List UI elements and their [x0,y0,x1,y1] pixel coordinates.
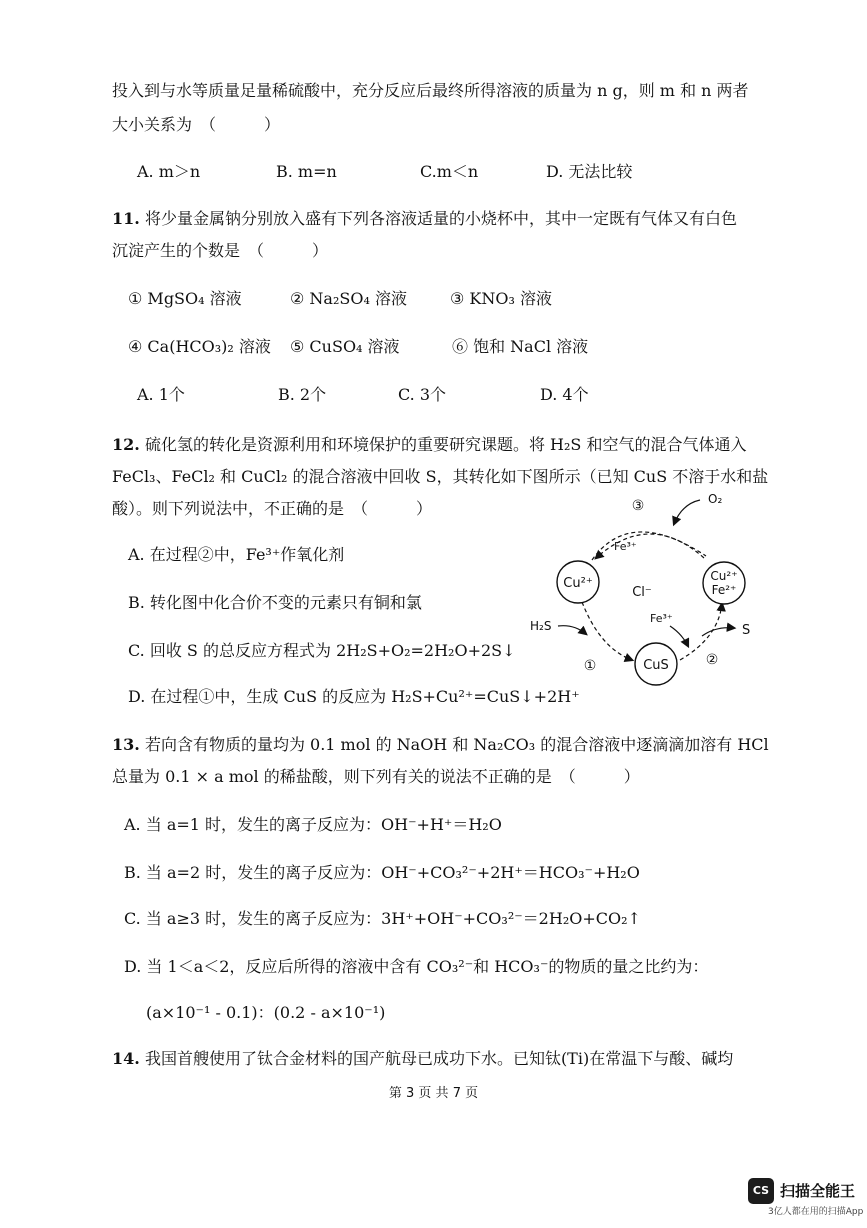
q11-line1 [112,208,737,230]
q12-text: 硫化氢的转化是资源利用和环境保护的重要研究课题。将 H₂S 和空气的混合气体通入 [144,435,747,454]
q11-text: 将少量金属钠分别放入盛有下列各溶液适量的小烧杯中，其中一定既有气体又有白色 [144,209,737,228]
node-cu2-label: Cu²⁺ [563,576,593,591]
s-label: S [742,623,751,638]
fe3-mid-arrow [670,626,688,646]
fe3-top-label: Fe³⁺ [614,540,637,553]
q11-option-d: D. 4个 [540,385,589,404]
q12-option-b: B. 转化图中化合价不变的元素只有铜和氯 [128,593,422,612]
page-footer: 第 3 页 共 7 页 [388,1086,479,1101]
cycle-arc-top [596,534,704,558]
q10-option-a: A. m＞n [137,162,201,181]
q12-line1 [112,434,746,456]
q12-option-c: C. 回收 S 的总反应方程式为 2H₂S+O₂=2H₂O+2S↓ [128,641,516,660]
h2s-arrow [558,626,586,634]
q11-solution-3: ③ KNO₃ 溶液 [450,289,553,308]
q13-option-c: C. 当 a≥3 时，发生的离子反应为：3H⁺+OH⁻+CO₃²⁻＝2H₂O+CO₂↑ [124,909,641,928]
q10-option-c: C.m＜n [420,162,479,181]
q12-option-d: D. 在过程①中，生成 CuS 的反应为 H₂S+Cu²⁺=CuS↓+2H⁺ [128,687,580,706]
q13-option-d: D. 当 1＜a＜2，反应后所得的溶液中含有 CO₃²⁻和 HCO₃⁻的物质的量之比约为： [124,957,709,976]
q11-solution-5: ⑤ CuSO₄ 溶液 [290,337,400,356]
q11-solution-1: ① MgSO₄ 溶液 [128,289,242,308]
q13-option-a: A. 当 a=1 时，发生的离子反应为：OH⁻+H⁺＝H₂O [124,815,502,834]
scanner-app-name: 扫描全能王 [780,1182,856,1200]
fe3-mid-label: Fe³⁺ [650,612,673,625]
q14-text: 我国首艘使用了钛合金材料的国产航母已成功下水。已知钛(Ti)在常温下与酸、碱均 [144,1049,734,1068]
q12-conversion-diagram [520,488,770,698]
q12-option-a: A. 在过程②中，Fe³⁺作氧化剂 [128,545,345,564]
q11-option-b: B. 2个 [278,385,327,404]
o2-label: O₂ [708,492,723,506]
q13-text: 若向含有物质的量均为 0.1 mol 的 NaOH 和 Na₂CO₃ 的混合溶液中逐滴滴加溶有 HCl [144,735,769,754]
q13-option-d-ratio: (a×10⁻¹ - 0.1)：(0.2 - a×10⁻¹) [146,1003,386,1022]
q11-line2: 沉淀产生的个数是 （ ） [112,241,329,260]
q13-option-b: B. 当 a=2 时，发生的离子反应为：OH⁻+CO₃²⁻+2H⁺＝HCO₃⁻+H₂O [124,863,640,882]
q13-line1 [112,734,769,756]
q10-line2: 大小关系为 （ ） [112,115,281,134]
node-fe2-top-label: Cu²⁺ [710,569,738,583]
step3-label: ③ [631,498,645,514]
q11-option-c: C. 3个 [398,385,447,404]
h2s-label: H₂S [530,619,552,633]
o2-arrow [674,500,700,524]
q12-line2: FeCl₃、FeCl₂ 和 CuCl₂ 的混合溶液中回收 S，其转化如下图所示（已知 CuS 不溶于水和盐 [112,467,769,486]
q11-solution-2: ② Na₂SO₄ 溶液 [290,289,407,308]
q10-option-d: D. 无法比较 [546,162,633,181]
step1-label: ① [583,658,597,674]
center-cl-label: Cl⁻ [632,585,652,600]
cycle-arc-step1 [582,602,632,660]
q14-line1 [112,1048,733,1070]
cycle-arc-step3 [592,532,706,560]
step2-label: ② [705,652,719,668]
q11-option-a: A. 1个 [137,385,185,404]
q11-solution-4: ④ Ca(HCO₃)₂ 溶液 [128,337,271,356]
q14-number: 14. [112,1049,140,1068]
s-arrow [702,628,734,636]
q12-line3: 酸）。则下列说法中，不正确的是 （ ） [112,499,433,518]
scanner-tagline: 3亿人都在用的扫描App [768,1207,864,1217]
scanner-logo-icon: CS [748,1178,774,1204]
q11-number: 11. [112,209,140,228]
q13-number: 13. [112,735,140,754]
q12-number: 12. [112,435,140,454]
node-fe2-bottom-label: Fe²⁺ [711,583,737,597]
q10-line1: 投入到与水等质量足量稀硫酸中，充分反应后最终所得溶液的质量为 n g，则 m 和 n 两者 [112,81,749,100]
scanner-watermark [748,1178,864,1218]
node-cus-label: CuS [643,658,669,673]
q11-solution-6: ⑥ 饱和 NaCl 溶液 [452,337,589,356]
q13-line2: 总量为 0.1 × a mol 的稀盐酸，则下列有关的说法不正确的是 （ ） [112,767,640,786]
q10-option-b: B. m=n [276,162,337,181]
